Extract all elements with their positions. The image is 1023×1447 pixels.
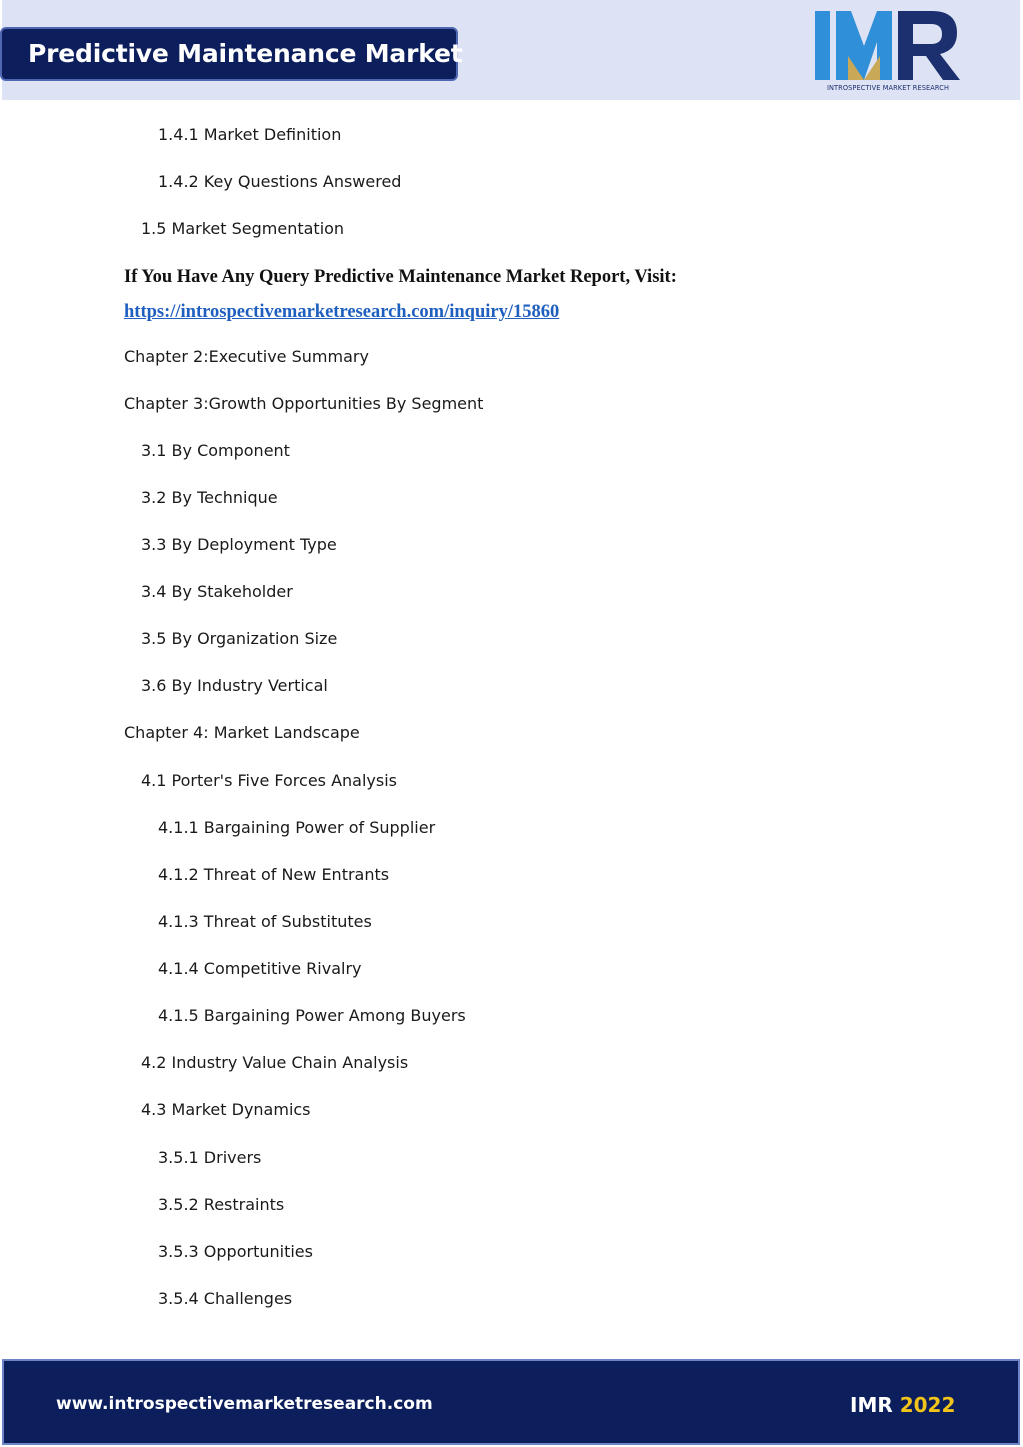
logo-letter-r <box>898 11 960 80</box>
toc-item: 3.4 By Stakeholder <box>141 582 293 601</box>
toc-item: 4.1.2 Threat of New Entrants <box>158 865 390 884</box>
inquiry-link[interactable]: https://introspectivemarketresearch.com/inquiry/15860 <box>124 302 560 322</box>
toc-item: 3.5.3 Opportunities <box>158 1242 313 1261</box>
toc-item: 1.4.1 Market Definition <box>158 125 342 144</box>
footer-year: 2022 <box>899 1393 956 1417</box>
toc-item: Chapter 2:Executive Summary <box>124 347 369 366</box>
toc-item: 3.5.1 Drivers <box>158 1148 262 1167</box>
toc-item: 4.1.3 Threat of Substitutes <box>158 912 372 931</box>
toc-item: 3.5.2 Restraints <box>158 1195 285 1214</box>
toc-item: 4.1 Porter's Five Forces Analysis <box>141 771 398 790</box>
logo-tagline: INTROSPECTIVE MARKET RESEARCH <box>826 84 950 92</box>
toc-item: 4.1.4 Competitive Rivalry <box>158 959 362 978</box>
toc-item: 3.3 By Deployment Type <box>141 535 337 554</box>
toc-item: 3.6 By Industry Vertical <box>141 676 328 695</box>
inquiry-text: If You Have Any Query Predictive Maintenance Market Report, Visit: <box>124 267 677 287</box>
toc-item: 3.2 By Technique <box>141 488 278 507</box>
imr-logo <box>812 8 962 96</box>
page-title: Predictive Maintenance Market <box>0 27 458 81</box>
toc-item: 1.4.2 Key Questions Answered <box>158 172 402 191</box>
logo-letter-i <box>815 11 830 80</box>
toc-item: 3.5.4 Challenges <box>158 1289 293 1308</box>
toc-item: 4.2 Industry Value Chain Analysis <box>141 1053 409 1072</box>
footer-website-link[interactable]: www.introspectivemarketresearch.com <box>56 1394 433 1414</box>
toc-item: Chapter 3:Growth Opportunities By Segment <box>124 394 484 413</box>
toc-item: Chapter 4: Market Landscape <box>124 723 360 742</box>
footer-brand-name: IMR <box>850 1393 893 1417</box>
toc-item: 3.5 By Organization Size <box>141 629 338 648</box>
footer-brand <box>850 1393 955 1417</box>
toc-item: 4.3 Market Dynamics <box>141 1100 311 1119</box>
toc-item: 4.1.1 Bargaining Power of Supplier <box>158 818 436 837</box>
footer <box>2 1359 1020 1445</box>
toc-item: 3.1 By Component <box>141 441 290 460</box>
toc-item: 4.1.5 Bargaining Power Among Buyers <box>158 1006 466 1025</box>
toc-item: 1.5 Market Segmentation <box>141 219 345 238</box>
